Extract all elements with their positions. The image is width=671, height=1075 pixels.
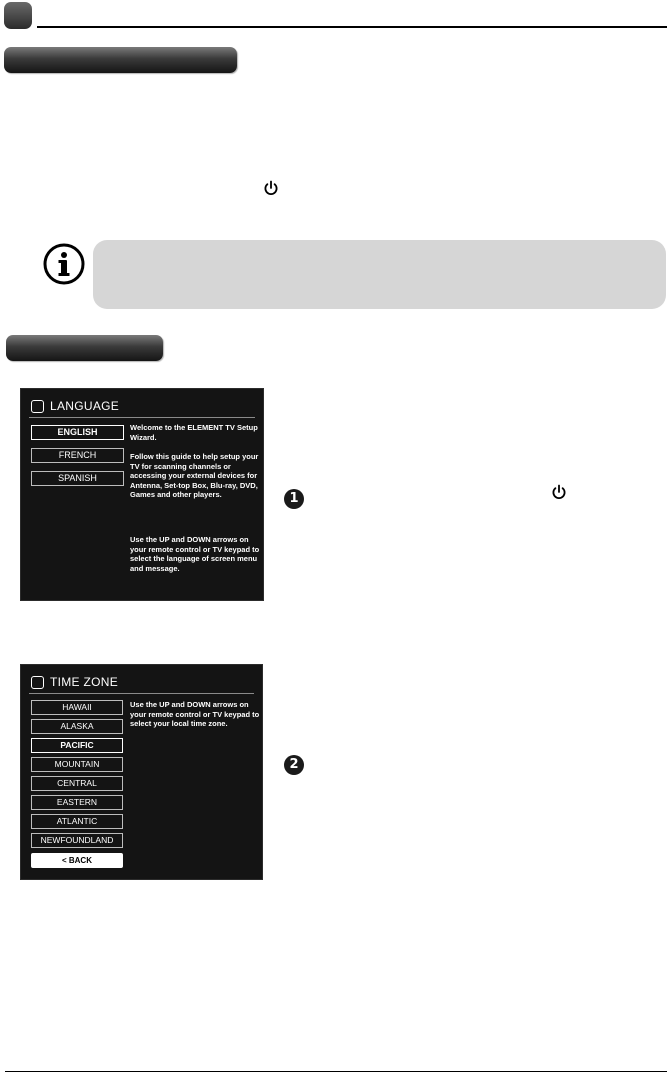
timezone-option-eastern[interactable]: EASTERN xyxy=(31,795,123,810)
step-number-2: 2 xyxy=(284,755,304,775)
timezone-option-alaska[interactable]: ALASKA xyxy=(31,719,123,734)
guide-text: Follow this guide to help setup your TV for scanning channels or accessing your external devices for Antenna, Set-top Box, Blu-ray, DVD, Games and other players. xyxy=(130,452,259,499)
timezone-option-hawaii[interactable]: HAWAII xyxy=(31,700,123,715)
instructions-text: Use the UP and DOWN arrows on your remote control or TV keypad to select the language of screen menu and message. xyxy=(130,535,260,573)
checkbox-icon xyxy=(31,676,44,689)
screen-divider xyxy=(29,417,255,418)
power-icon xyxy=(551,484,567,500)
screen-divider xyxy=(29,693,254,694)
language-option-french[interactable]: FRENCH xyxy=(31,448,124,463)
section-badge xyxy=(4,2,32,29)
language-option-english[interactable]: ENGLISH xyxy=(31,425,124,440)
timezone-option-central[interactable]: CENTRAL xyxy=(31,776,123,791)
footer-rule xyxy=(5,1071,667,1072)
timezone-option-mountain[interactable]: MOUNTAIN xyxy=(31,757,123,772)
timezone-option-atlantic[interactable]: ATLANTIC xyxy=(31,814,123,829)
welcome-text: Welcome to the ELEMENT TV Setup Wizard. xyxy=(130,423,258,442)
step-number-1: 1 xyxy=(284,489,304,509)
timezone-screen xyxy=(20,664,263,880)
timezone-option-pacific[interactable]: PACIFIC xyxy=(31,738,123,753)
screen-header xyxy=(31,675,118,689)
screen-title: LANGUAGE xyxy=(50,399,120,413)
power-icon xyxy=(263,180,279,196)
info-icon xyxy=(42,242,86,286)
timezone-option-newfoundland[interactable]: NEWFOUNDLAND xyxy=(31,833,123,848)
language-screen xyxy=(20,388,264,601)
header-rule xyxy=(37,26,667,28)
language-option-spanish[interactable]: SPANISH xyxy=(31,471,124,486)
screen-header xyxy=(31,399,119,413)
back-button[interactable]: < BACK xyxy=(31,853,123,868)
note-box xyxy=(93,240,666,309)
section-heading-bar xyxy=(4,47,237,73)
instructions-text: Use the UP and DOWN arrows on your remote control or TV keypad to select your local time zone. xyxy=(130,700,260,728)
checkbox-icon xyxy=(31,400,44,413)
section-heading-bar xyxy=(6,335,163,361)
screen-title: TIME ZONE xyxy=(50,675,119,689)
